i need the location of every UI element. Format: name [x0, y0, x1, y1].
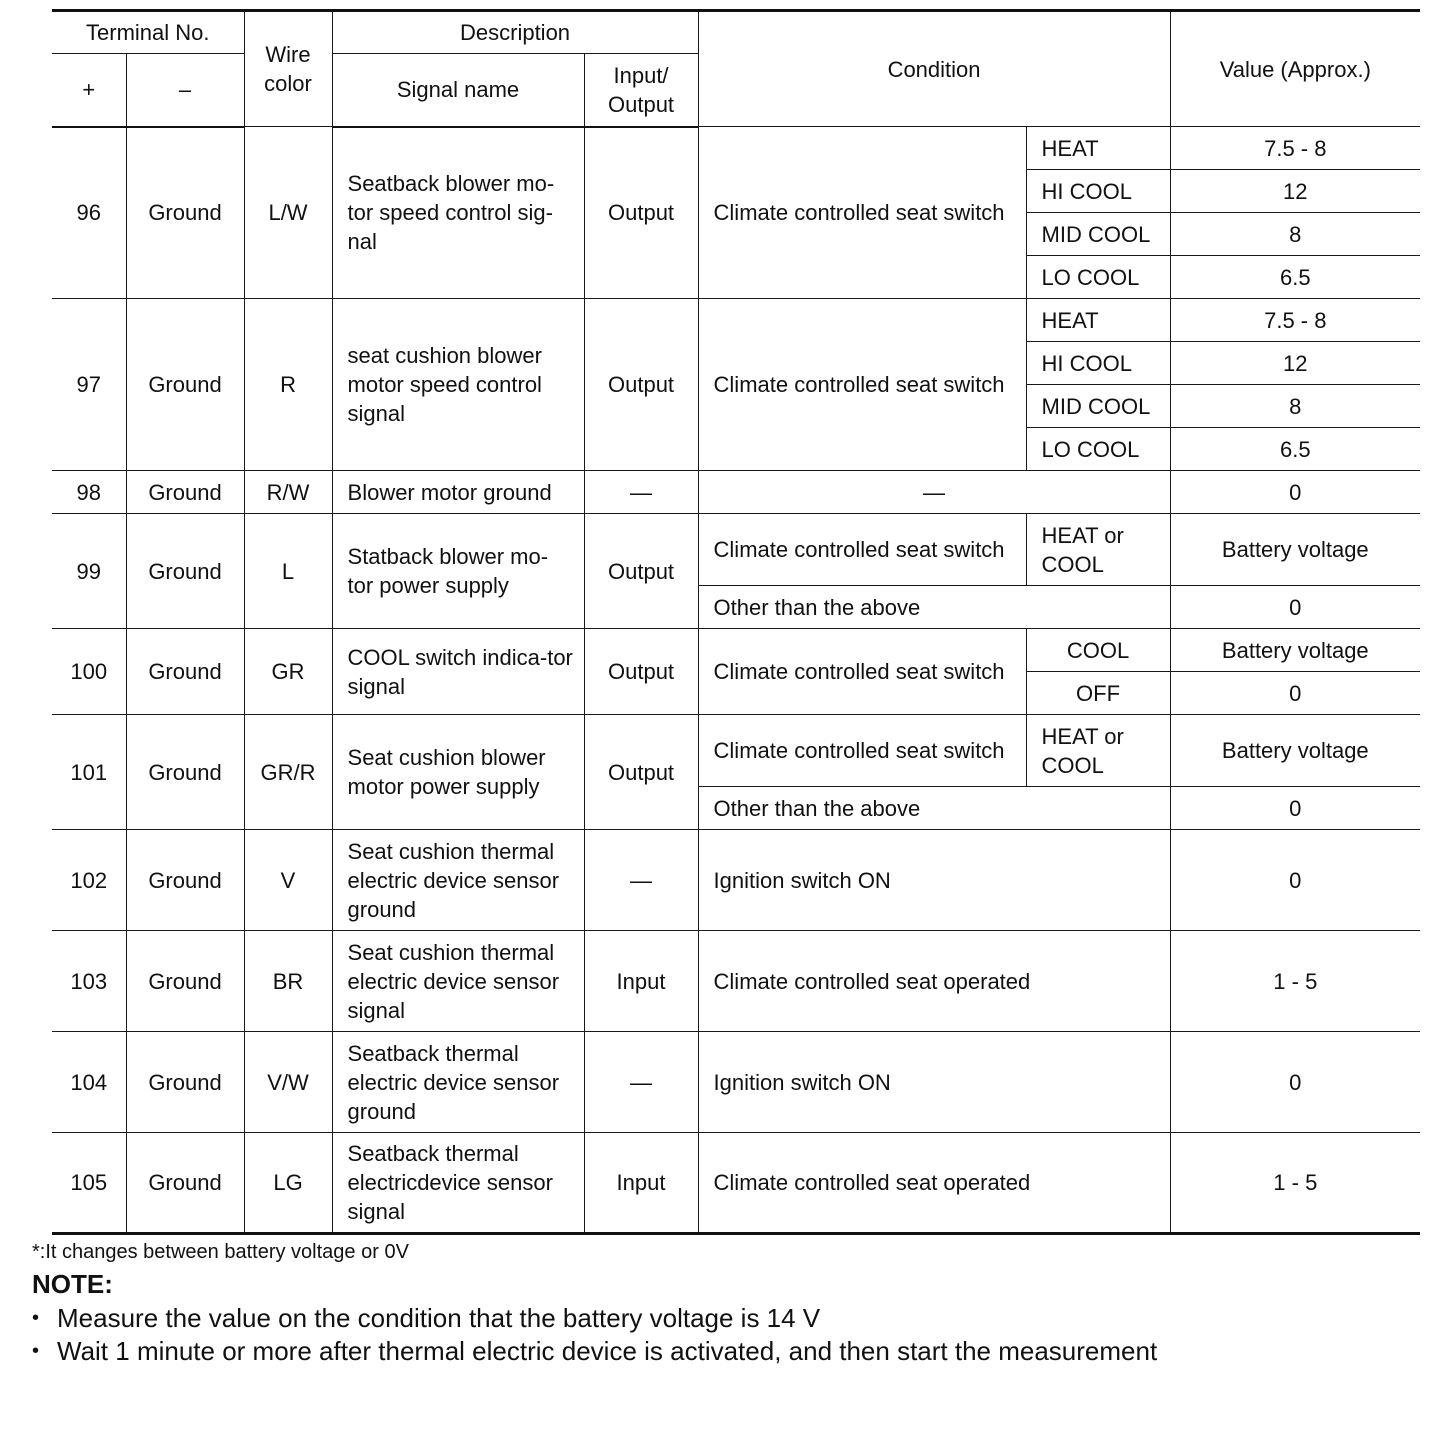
terminal-plus: 101	[52, 715, 126, 830]
table-row	[52, 514, 1420, 586]
table-row	[52, 1032, 1420, 1133]
condition-state: HI COOL	[1026, 342, 1170, 385]
header-description: Description	[332, 11, 698, 54]
value: 1 - 5	[1170, 931, 1420, 1032]
condition-state: OFF	[1026, 672, 1170, 715]
value: 0	[1170, 830, 1420, 931]
input-output: —	[584, 1032, 698, 1133]
value: Battery voltage	[1170, 629, 1420, 672]
value: 12	[1170, 342, 1420, 385]
wire-color: V/W	[244, 1032, 332, 1133]
wire-color: L	[244, 514, 332, 629]
terminal-plus: 102	[52, 830, 126, 931]
condition-state: MID COOL	[1026, 213, 1170, 256]
terminal-minus: Ground	[126, 514, 244, 629]
value: 6.5	[1170, 428, 1420, 471]
wire-color: LG	[244, 1133, 332, 1234]
signal-name: Seat cushion thermal electric device sensor signal	[332, 931, 584, 1032]
condition-state: HEAT or COOL	[1026, 514, 1170, 586]
table-row	[52, 1133, 1420, 1234]
condition: Climate controlled seat switch	[698, 715, 1026, 787]
condition: Climate controlled seat operated	[698, 931, 1170, 1032]
condition-state: HEAT	[1026, 127, 1170, 170]
wire-color: BR	[244, 931, 332, 1032]
bullet-icon: •	[32, 1307, 40, 1329]
signal-name: COOL switch indica-tor signal	[332, 629, 584, 715]
signal-name: Blower motor ground	[332, 471, 584, 514]
table-row	[52, 715, 1420, 787]
terminal-minus: Ground	[126, 1032, 244, 1133]
terminal-minus: Ground	[126, 830, 244, 931]
value: 0	[1170, 586, 1420, 629]
note-title: NOTE:	[32, 1269, 113, 1299]
condition-state: COOL	[1026, 629, 1170, 672]
terminal-plus: 105	[52, 1133, 126, 1234]
condition-other: Other than the above	[698, 787, 1170, 830]
table-row	[52, 931, 1420, 1032]
wire-color: V	[244, 830, 332, 931]
value: 0	[1170, 672, 1420, 715]
note-text: Measure the value on the condition that the battery voltage is 14 V	[57, 1303, 821, 1333]
value: 1 - 5	[1170, 1133, 1420, 1234]
wire-color: L/W	[244, 127, 332, 299]
condition-state: LO COOL	[1026, 428, 1170, 471]
input-output: —	[584, 830, 698, 931]
signal-name: Seatback blower mo-tor speed control sig-nal	[332, 127, 584, 299]
header-terminal-no: Terminal No.	[52, 11, 244, 54]
list-item	[32, 1302, 1157, 1335]
value: 8	[1170, 213, 1420, 256]
table-row	[52, 127, 1420, 170]
header-plus: +	[52, 54, 126, 127]
condition: Ignition switch ON	[698, 830, 1170, 931]
wire-color: GR	[244, 629, 332, 715]
terminal-plus: 100	[52, 629, 126, 715]
value: 8	[1170, 385, 1420, 428]
condition-state: MID COOL	[1026, 385, 1170, 428]
note-list	[32, 1302, 1157, 1368]
terminal-plus: 96	[52, 127, 126, 299]
signal-name: Statback blower mo-tor power supply	[332, 514, 584, 629]
terminal-plus: 97	[52, 299, 126, 471]
header-value: Value (Approx.)	[1170, 11, 1420, 127]
condition-state: LO COOL	[1026, 256, 1170, 299]
value: 7.5 - 8	[1170, 299, 1420, 342]
condition: Climate controlled seat switch	[698, 299, 1026, 471]
value: 0	[1170, 1032, 1420, 1133]
condition-other: Other than the above	[698, 586, 1170, 629]
condition: Climate controlled seat operated	[698, 1133, 1170, 1234]
signal-name: Seat cushion blower motor power supply	[332, 715, 584, 830]
input-output: Input	[584, 1133, 698, 1234]
list-item	[32, 1335, 1157, 1368]
value: Battery voltage	[1170, 715, 1420, 787]
condition: Climate controlled seat switch	[698, 629, 1026, 715]
terminal-plus: 99	[52, 514, 126, 629]
condition-state: HI COOL	[1026, 170, 1170, 213]
header-minus: –	[126, 54, 244, 127]
terminal-table	[52, 9, 1420, 1235]
condition: Climate controlled seat switch	[698, 514, 1026, 586]
note-text: Wait 1 minute or more after thermal electric device is activated, and then start the measurement	[57, 1336, 1158, 1366]
table-row	[52, 299, 1420, 342]
input-output: Output	[584, 629, 698, 715]
terminal-minus: Ground	[126, 127, 244, 299]
value: 12	[1170, 170, 1420, 213]
value: 7.5 - 8	[1170, 127, 1420, 170]
value: 0	[1170, 787, 1420, 830]
bullet-icon: •	[32, 1340, 40, 1362]
input-output: Output	[584, 127, 698, 299]
wire-color: GR/R	[244, 715, 332, 830]
table-row	[52, 629, 1420, 672]
terminal-minus: Ground	[126, 471, 244, 514]
condition: Climate controlled seat switch	[698, 127, 1026, 299]
wire-color: R/W	[244, 471, 332, 514]
signal-name: Seatback thermal electric device sensor ground	[332, 1032, 584, 1133]
input-output: Output	[584, 715, 698, 830]
wire-color: R	[244, 299, 332, 471]
table-row	[52, 471, 1420, 514]
value: 0	[1170, 471, 1420, 514]
terminal-minus: Ground	[126, 299, 244, 471]
condition-state: HEAT	[1026, 299, 1170, 342]
condition-state: HEAT or COOL	[1026, 715, 1170, 787]
terminal-minus: Ground	[126, 629, 244, 715]
terminal-plus: 103	[52, 931, 126, 1032]
signal-name: Seat cushion thermal electric device sensor ground	[332, 830, 584, 931]
input-output: —	[584, 471, 698, 514]
header-wire-color: Wire color	[244, 11, 332, 127]
input-output: Output	[584, 514, 698, 629]
input-output: Output	[584, 299, 698, 471]
condition: Ignition switch ON	[698, 1032, 1170, 1133]
terminal-plus: 104	[52, 1032, 126, 1133]
table-row	[52, 830, 1420, 931]
terminal-plus: 98	[52, 471, 126, 514]
terminal-minus: Ground	[126, 1133, 244, 1234]
value: 6.5	[1170, 256, 1420, 299]
condition: —	[698, 471, 1170, 514]
terminal-minus: Ground	[126, 715, 244, 830]
header-condition: Condition	[698, 11, 1170, 127]
header-signal-name: Signal name	[332, 54, 584, 127]
signal-name: seat cushion blower motor speed control signal	[332, 299, 584, 471]
input-output: Input	[584, 931, 698, 1032]
signal-name: Seatback thermal electricdevice sensor signal	[332, 1133, 584, 1234]
footnote: *:It changes between battery voltage or 0V	[32, 1241, 409, 1263]
value: Battery voltage	[1170, 514, 1420, 586]
terminal-minus: Ground	[126, 931, 244, 1032]
header-input-output: Input/ Output	[584, 54, 698, 127]
